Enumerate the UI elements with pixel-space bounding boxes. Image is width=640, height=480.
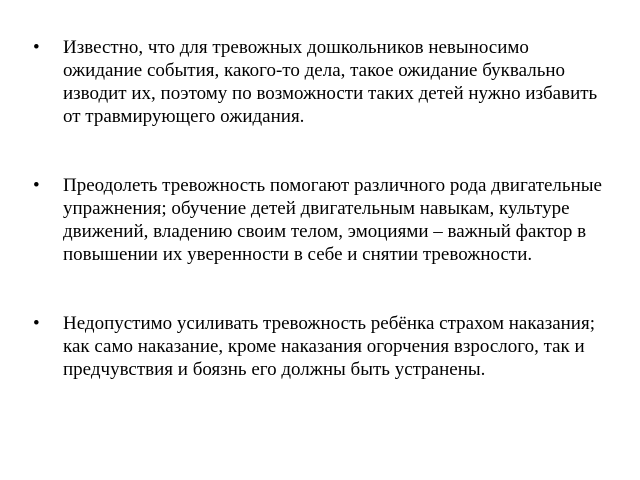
list-item <box>33 312 610 381</box>
bullet-text: Преодолеть тревожность помогают различного рода двигательные упражнения; обучение детей двигательным навыкам, культуре движений, владению своим телом, эмоциями – важный фактор в повышении их уверенности в себе и снятии тревожности. <box>63 175 602 265</box>
list-item <box>33 36 610 128</box>
bullet-list <box>33 36 610 381</box>
bullet-icon: • <box>33 175 40 196</box>
bullet-text: Известно, что для тревожных дошкольников невыносимо ожидание события, какого-то дела, такое ожидание буквально изводит их, поэтому по возможности таких детей нужно избавить от травмирующего ожидания. <box>63 37 598 127</box>
list-item <box>33 174 610 266</box>
bullet-icon: • <box>33 37 40 58</box>
bullet-icon: • <box>33 313 40 334</box>
bullet-text: Недопустимо усиливать тревожность ребёнка страхом наказания; как само наказание, кроме наказания огорчения взрослого, так и предчувствия и боязнь его должны быть устранены. <box>63 313 595 380</box>
